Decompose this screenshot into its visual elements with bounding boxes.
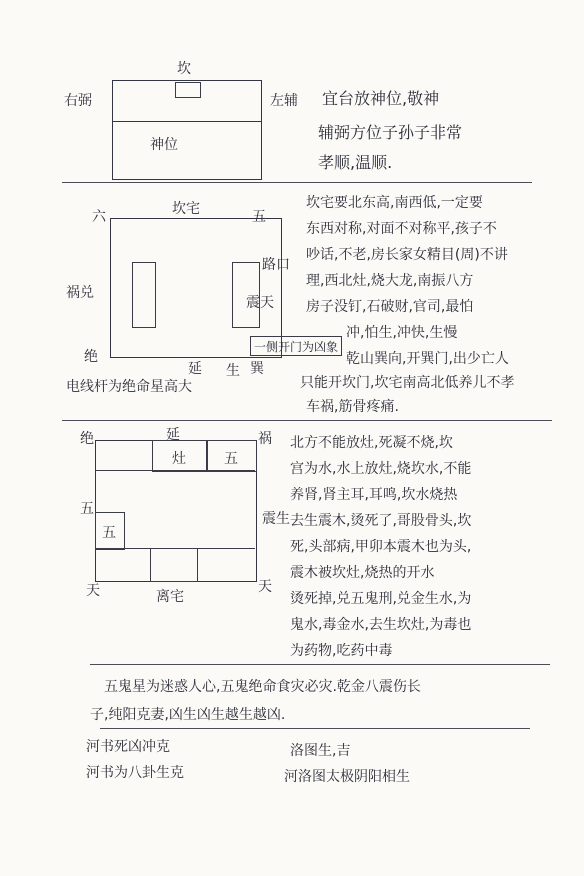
note3-line: 养肾,肾主耳,耳鸣,坎水烧热 — [290, 487, 458, 503]
diagram3-top-label: 延 — [166, 427, 180, 443]
diagram3-bottom: 离宅 — [156, 589, 184, 605]
note2-line: 理,西北灶,烧大龙,南振八方 — [306, 273, 474, 289]
bottom-left-line: 河书为八卦生克 — [86, 765, 184, 781]
bottom-room — [150, 548, 198, 582]
house-divider — [112, 121, 261, 122]
note1-line: 孝顺,温顺. — [318, 153, 393, 172]
section-divider — [100, 728, 530, 729]
note2-line: 冲,怕生,冲快,生慢 — [346, 325, 458, 341]
diagram3-corner-tl: 绝 — [80, 431, 94, 447]
diagram2-door-warning: 一侧开门为凶象 — [254, 340, 339, 354]
note3-line: 震木被坎灶,烧热的开水 — [290, 565, 435, 581]
note3-line: 宫为水,水上放灶,烧坎水,不能 — [290, 461, 472, 477]
note2-line: 吵话,不老,房长家女精目(周)不讲 — [306, 247, 508, 263]
diagram3-five-box: 五 — [224, 451, 238, 467]
diagram1-right-label: 左辅 — [270, 93, 298, 109]
note2-line: 只能开坎门,坎宅南高北低养儿不孝 — [300, 375, 515, 391]
diagram1-left-label: 右弼 — [64, 93, 92, 109]
diagram2-right-box: 震天 — [246, 295, 274, 311]
diagram1-center-label: 神位 — [150, 137, 178, 153]
diagram3-corner-br: 天 — [258, 579, 272, 595]
diagram2-bottom-right: 生 — [226, 363, 240, 379]
note2-line: 东西对称,对面不对称平,孩子不 — [306, 221, 497, 237]
note1-line: 宜台放神位,敬神 — [322, 89, 440, 108]
diagram2-bottom-center: 延 — [188, 361, 202, 377]
note3-line: 鬼水,毒金水,去生坎灶,为毒也 — [290, 617, 472, 633]
bottom-left-line: 河书死凶冲克 — [86, 739, 170, 755]
note2-line: 车祸,筋骨疼痛. — [306, 399, 399, 415]
diagram3-corner-tr: 祸 — [258, 431, 272, 447]
note3-line: 死,头部病,甲卯本震木也为头, — [290, 539, 472, 555]
bottom-right-line: 洛图生,吉 — [290, 743, 351, 759]
diagram2-right-mid: 路口 — [262, 257, 290, 273]
note1-line: 辅弼方位子孙子非常 — [318, 123, 463, 142]
note2-line: 坎宅要北东高,南西低,一定要 — [306, 195, 483, 211]
note2-line: 房子没钉,石破财,官司,最怕 — [306, 299, 474, 315]
note3-line: 北方不能放灶,死凝不烧,坎 — [290, 435, 453, 451]
diagram2-bottom-left: 绝 — [84, 349, 98, 365]
note4-line: 五鬼星为迷惑人心,五鬼绝命食灾必灾.乾金八震伤长 — [104, 679, 421, 695]
diagram2-top-label: 坎宅 — [172, 201, 200, 217]
diagram3-stove: 灶 — [172, 451, 186, 467]
section-divider — [62, 420, 552, 421]
diagram3-left-box: 五 — [102, 525, 116, 541]
left-room — [132, 262, 156, 328]
diagram2-side-left: 祸兑 — [66, 285, 94, 301]
diagram3-left-five: 五 — [80, 501, 94, 517]
shrine-box — [175, 82, 201, 98]
diagram1-top-label: 坎 — [177, 61, 191, 77]
bottom-right-line: 河洛图太极阴阳相生 — [284, 769, 410, 785]
note4-line: 子,纯阳克妻,凶生凶生越生越凶. — [90, 707, 286, 723]
diagram3-corner-bl: 天 — [86, 583, 100, 599]
diagram2-corner-tr: 五 — [252, 209, 266, 225]
diagram3-right-label: 震生 — [262, 511, 290, 527]
note2-line: 乾山巽向,开巽门,出少亡人 — [346, 351, 509, 367]
section-divider — [90, 664, 550, 665]
diagram2-corner-tl: 六 — [92, 209, 106, 225]
note3-line: 为药物,吃药中毒 — [290, 643, 393, 659]
diagram2-caption: 电线杆为绝命星高大 — [66, 379, 192, 395]
diagram2-bottom-right2: 巽 — [250, 361, 264, 377]
note3-line: 烫死掉,兑五鬼刑,兑金生水,为 — [290, 591, 472, 607]
note3-line: 去生震木,烫死了,哥股骨头,坎 — [290, 513, 472, 529]
section-divider — [62, 182, 532, 183]
